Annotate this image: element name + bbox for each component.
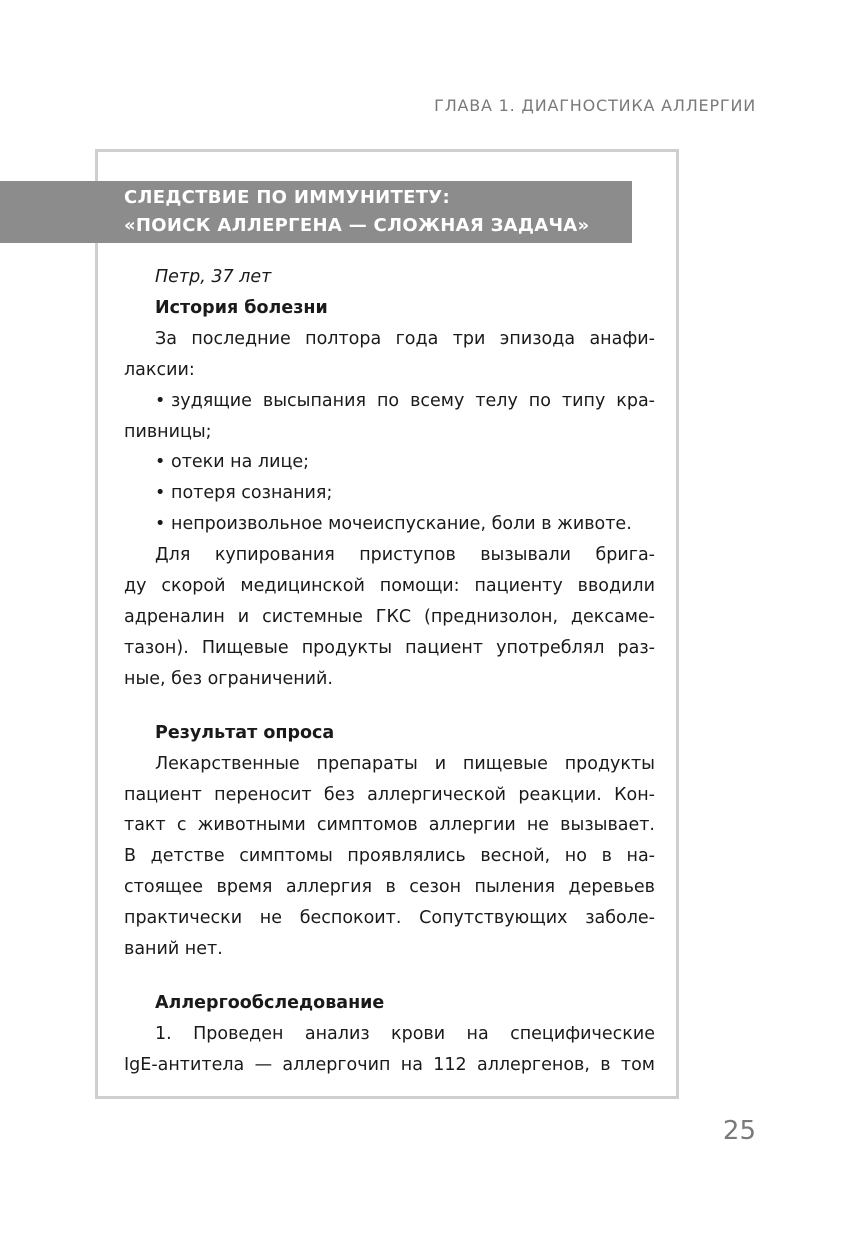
treatment-text-line: ду скорой медицинской помощи: пациенту вводили <box>124 576 655 597</box>
survey-text-line: В детстве симптомы проявлялись весной, но в на- <box>124 846 655 867</box>
survey-text-line: такт с животными симптомов аллергии не вызывает. <box>124 815 655 836</box>
history-heading: История болезни <box>155 297 328 318</box>
box-content <box>124 262 655 1081</box>
history-text-line: За последние полтора года три эпизода анафи- <box>155 328 655 349</box>
box-title-line-2: «ПОИСК АЛЛЕРГЕНА — СЛОЖНАЯ ЗАДАЧА» <box>124 215 590 236</box>
treatment-text-line: ные, без ограничений. <box>124 668 333 689</box>
page-number: 25 <box>722 1116 756 1146</box>
survey-text-line: практически не беспокоит. Сопутствующих заболе- <box>124 908 655 929</box>
treatment-text-line: Для купирования приступов вызывали брига- <box>155 545 655 566</box>
survey-heading: Результат опроса <box>155 722 335 743</box>
paragraph-gap <box>124 965 655 988</box>
box-title-line-1: СЛЕДСТВИЕ ПО ИММУНИТЕТУ: <box>124 187 450 208</box>
running-head: ГЛАВА 1. ДИАГНОСТИКА АЛЛЕРГИИ <box>434 96 756 115</box>
bullet-item: • отеки на лице; <box>124 447 655 478</box>
exam-text-line: IgE-антитела — аллергочип на 112 аллергенов, в том <box>124 1054 655 1075</box>
history-text-line: лаксии: <box>124 359 195 380</box>
survey-text-line: стоящее время аллергия в сезон пыления деревьев <box>124 877 655 898</box>
bullet-continuation: пивницы; <box>124 421 212 442</box>
paragraph-gap <box>124 695 655 718</box>
bullet-item: • зудящие высыпания по всему телу по типу кра- <box>124 386 655 417</box>
exam-text-line: 1. Проведен анализ крови на специфические <box>155 1023 655 1044</box>
survey-text-line: Лекарственные препараты и пищевые продукты <box>155 753 655 774</box>
exam-heading: Аллергообследование <box>155 992 385 1013</box>
treatment-text-line: тазон). Пищевые продукты пациент употреблял раз- <box>124 637 655 658</box>
treatment-text-line: адреналин и системные ГКС (преднизолон, дексаме- <box>124 606 655 627</box>
survey-text-line: пациент переносит без аллергической реакции. Кон- <box>124 784 655 805</box>
bullet-item: • потеря сознания; <box>124 478 655 509</box>
patient-line: Петр, 37 лет <box>155 267 272 287</box>
survey-text-line: ваний нет. <box>124 939 223 960</box>
bullet-item: • непроизвольное мочеиспускание, боли в животе. <box>124 509 655 540</box>
